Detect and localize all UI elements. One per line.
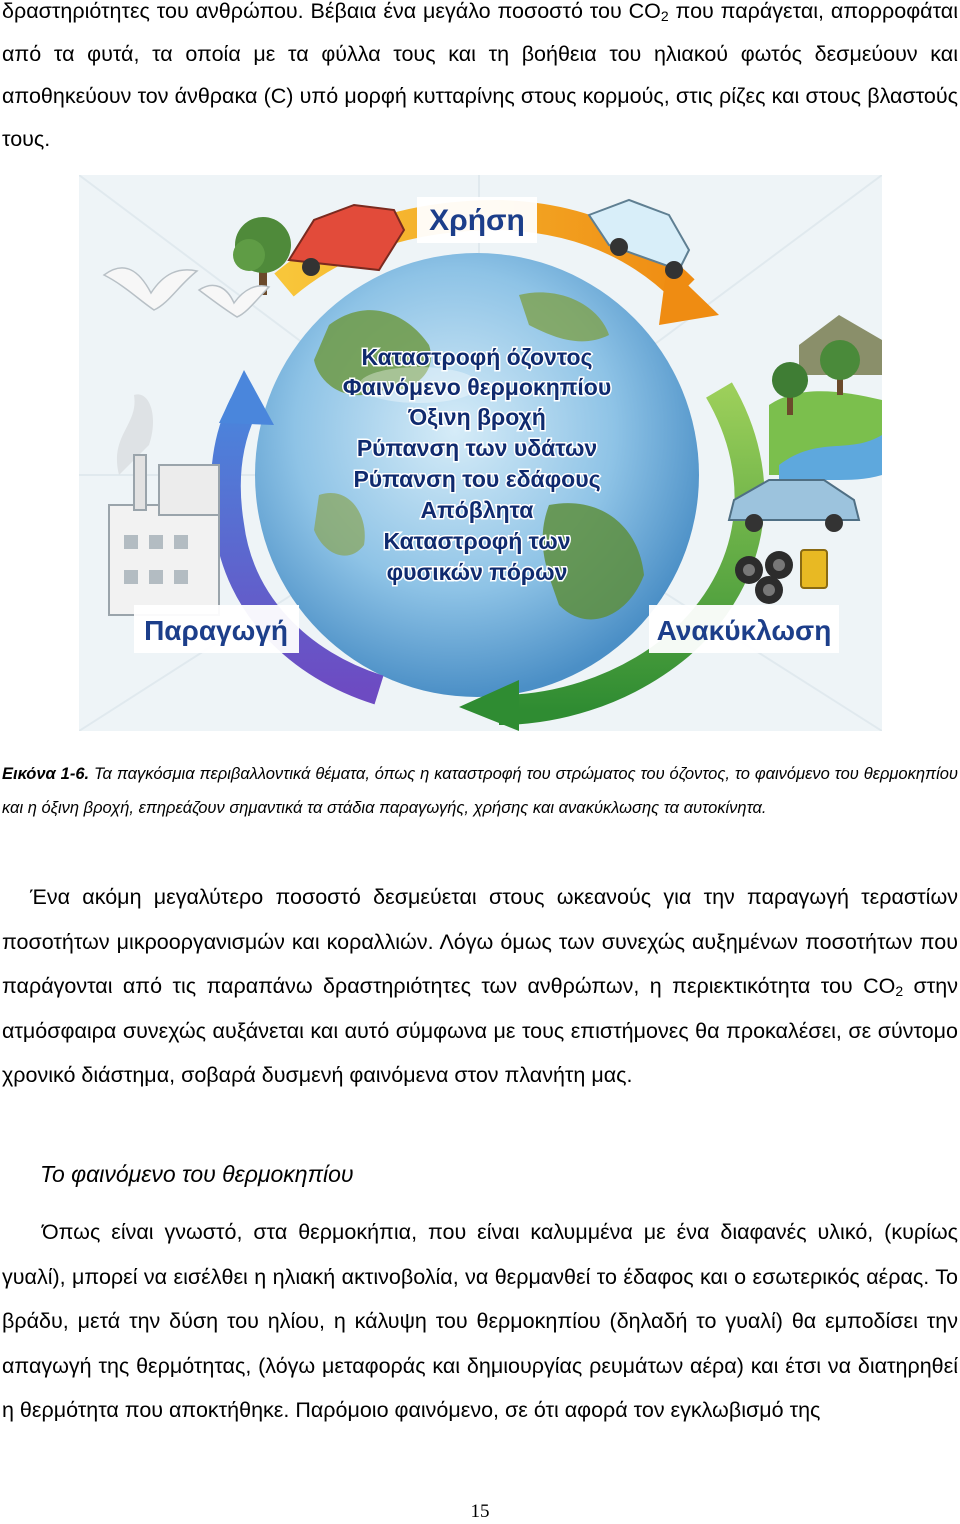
- issue-acid-rain: Όξινη βροχή: [408, 404, 546, 430]
- label-use-box: [417, 197, 537, 243]
- section-heading: Το φαινόμενο του θερμοκηπίου: [40, 1161, 354, 1187]
- paragraph-middle-text: Ένα ακόμη μεγαλύτερο ποσοστό δεσμεύεται στους ωκεανούς για την παραγωγή τεραστίων ποσοτήτων μικροοργανισμών και κοραλλιών. Λόγω όμως των συνεχώς αυξημένων ποσοτήτων που παράγονται από τις παραπάνω δραστηριότητες των ανθρώπων, η περιεκτικότητα του CO: [2, 885, 958, 998]
- page-number: 15: [470, 1501, 490, 1522]
- label-production: Παραγωγή: [144, 615, 288, 646]
- issue-resources-1: Καταστροφή των: [383, 528, 571, 554]
- issue-greenhouse: Φαινόμενο θερμοκηπίου: [342, 374, 612, 400]
- issue-soil-pollution: Ρύπανση του εδάφους: [353, 466, 601, 492]
- issue-resources-2: φυσικών πόρων: [386, 559, 568, 585]
- paragraph-bottom: Όπως είναι γνωστό, στα θερμοκήπια, που είναι καλυμμένα με ένα διαφανές υλικό, (κυρίως γυαλί), μπορεί να εισέλθει η ηλιακή ακτινοβολία, να θερμανθεί το έδαφος και ο εσωτερικός αέρας. Το βράδυ, μετά την δύση του ηλίου, η κάλυψη του θερμοκηπίου (δηλαδή το γυαλί) θα εμποδίσει την απαγωγή της θερμότητας, (λόγω μεταφοράς και δημιουργίας ρευμάτων αέρα) και έτσι να διατηρηθεί η θερμότητα που αποκτήθηκε. Παρόμοιο φαινόμενο, σε ότι αφορά τον εγκλωβισμό της: [2, 1220, 958, 1422]
- label-recycling-box: [649, 605, 839, 653]
- paragraph-middle: [2, 875, 958, 1098]
- paragraph-top: [2, 0, 958, 160]
- figure-caption: [2, 758, 958, 825]
- caption-text: Τα παγκόσμια περιβαλλοντικά θέματα, όπως η καταστροφή του στρώματος του όζοντος, το φαινόμενο του θερμοκηπίου και η όξινη βροχή, επηρεάζουν σημαντικά τα στάδια παραγωγής, χρήσης και ανακύκλωσης τα αυτοκίνητα.: [2, 765, 958, 817]
- paragraph-middle-text-after: στην ατμόσφαιρα συνεχώς αυξάνεται και αυτό σύμφωνα με τους επιστήμονες θα προκαλέσει, σε σύντομο χρονικό διάστημα, σοβαρά δυσμενή φαινόμενα στον πλανήτη μας.: [2, 974, 958, 1087]
- label-production-box: [134, 605, 299, 653]
- issue-ozone: Καταστροφή όζοντος: [361, 344, 593, 370]
- co2-subscript: 2: [895, 983, 904, 999]
- paragraph-top-text-after: που παράγεται, απορροφάται από τα φυτά, τα οποία με τα φύλλα τους και τη βοήθεια του ηλιακού φωτός δεσμεύουν και αποθηκεύουν τον άνθρακα (C) υπό μορφή κυτταρίνης στους κορμούς, στις ρίζες και στους βλαστούς τους.: [2, 0, 958, 151]
- issue-waste: Απόβλητα: [420, 497, 534, 523]
- co2-subscript: 2: [660, 8, 669, 24]
- environment-cycle-figure: [79, 175, 882, 731]
- label-recycling: Ανακύκλωση: [656, 615, 832, 646]
- cycle-illustration: [79, 175, 882, 731]
- label-use: Χρήση: [429, 204, 525, 237]
- paragraph-top-text: δραστηριότητες του ανθρώπου. Βέβαια ένα μεγάλο ποσοστό του CO: [2, 0, 661, 23]
- caption-label: Εικόνα 1-6.: [2, 765, 90, 783]
- issue-water-pollution: Ρύπανση των υδάτων: [356, 435, 598, 461]
